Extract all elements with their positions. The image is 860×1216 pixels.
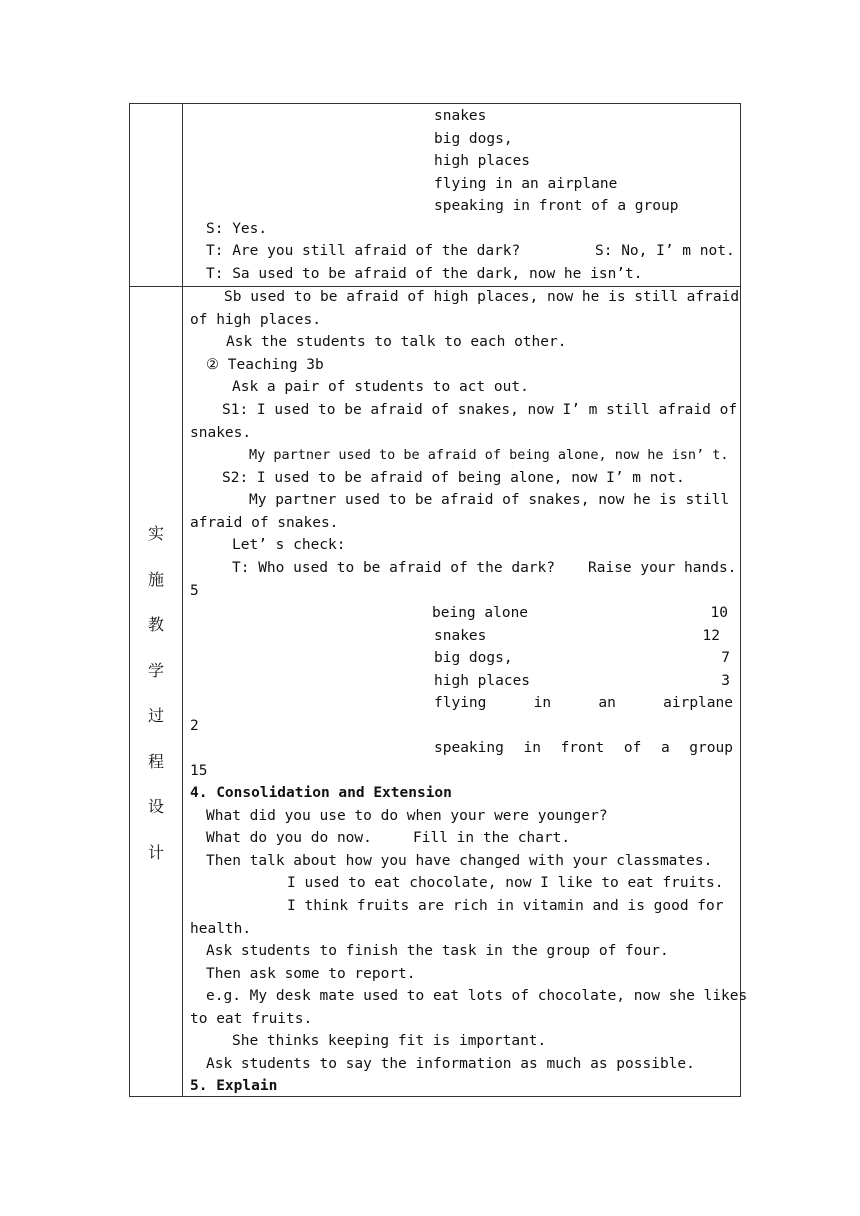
section-heading: 5. Explain [190, 1078, 278, 1094]
check-item-label: big dogs, [434, 650, 513, 666]
word: in [523, 740, 541, 756]
check-item-count: 12 [702, 628, 720, 644]
vertical-section-label [130, 524, 182, 888]
text-line: ② Teaching 3b [206, 357, 324, 373]
word: flying [434, 695, 487, 711]
label-char: 程 [147, 751, 164, 771]
count-wrap: 15 [190, 763, 208, 779]
label-char: 计 [147, 842, 164, 862]
text-line: My partner used to be afraid of snakes, now he is still [249, 492, 730, 508]
text-line: Ask the students to talk to each other. [226, 334, 567, 350]
text-line: health. [190, 921, 252, 937]
text-line: Sb used to be afraid of high places, now he is still afraid [224, 289, 740, 305]
check-item-label: snakes [434, 628, 487, 644]
fear-item: speaking in front of a group [434, 198, 679, 214]
text-line: Then ask some to report. [206, 966, 416, 982]
text-line: snakes. [190, 425, 252, 441]
word: an [598, 695, 616, 711]
label-char: 实 [147, 524, 164, 543]
text-line: Ask students to say the information as much as possible. [206, 1056, 695, 1072]
text-line: S2: I used to be afraid of being alone, now I’ m not. [222, 470, 685, 486]
text-line: Let’ s check: [232, 537, 346, 553]
text-line: T: Who used to be afraid of the dark? [232, 560, 556, 576]
text-line: afraid of snakes. [190, 515, 339, 531]
check-item-justified [434, 693, 733, 713]
word: group [689, 740, 733, 756]
label-char: 设 [147, 797, 164, 816]
word: speaking [434, 740, 504, 756]
dialogue-line: T: Sa used to be afraid of the dark, now he isn’t. [206, 266, 643, 282]
word: in [533, 695, 552, 711]
dialogue-line: T: Are you still afraid of the dark? [206, 243, 521, 259]
text-line: My partner used to be afraid of being alone, now he isn’ t. [249, 447, 729, 463]
text-line: e.g. My desk mate used to eat lots of chocolate, now she likes [206, 988, 748, 1004]
label-char: 学 [147, 660, 164, 680]
fear-item: high places [434, 153, 531, 169]
text-line: S1: I used to be afraid of snakes, now I’ m still afraid of [222, 402, 738, 418]
check-item-count: 10 [710, 605, 728, 621]
text-line: Then talk about how you have changed with your classmates. [206, 853, 713, 869]
word: a [660, 740, 670, 756]
text-line: I used to eat chocolate, now I like to eat fruits. [287, 875, 724, 891]
check-item-label: high places [434, 673, 531, 689]
text-line: Ask a pair of students to act out. [232, 379, 529, 395]
text-line: I think fruits are rich in vitamin and is good for [287, 898, 724, 914]
section-heading: 4. Consolidation and Extension [190, 785, 452, 801]
text-line: What do you do now. [206, 830, 372, 846]
text-line: to eat fruits. [190, 1011, 313, 1027]
fear-item: snakes [434, 108, 487, 124]
text-line: She thinks keeping fit is important. [232, 1033, 547, 1049]
word: of [623, 740, 642, 756]
check-item-count: 3 [721, 673, 730, 689]
word: front [560, 740, 605, 756]
check-item-label: being alone [432, 605, 529, 621]
check-item-count: 7 [721, 650, 730, 666]
text-line: Raise your hands. [588, 560, 737, 576]
text-line: 5 [190, 583, 199, 599]
label-char: 施 [147, 569, 164, 589]
fear-item: flying in an airplane [434, 176, 618, 192]
check-item-justified [434, 738, 733, 758]
word: airplane [663, 695, 733, 711]
fear-item: big dogs, [434, 131, 513, 147]
text-line: of high places. [190, 312, 321, 328]
label-char: 教 [147, 615, 164, 634]
text-line: Ask students to finish the task in the group of four. [206, 943, 669, 959]
dialogue-line: S: Yes. [206, 221, 268, 237]
dialogue-line: S: No, I’ m not. [595, 243, 735, 259]
count-wrap: 2 [190, 718, 199, 734]
text-line: What did you use to do when your were younger? [206, 808, 608, 824]
text-line: Fill in the chart. [413, 830, 571, 846]
label-char: 过 [147, 706, 164, 725]
column-divider [182, 104, 183, 1096]
